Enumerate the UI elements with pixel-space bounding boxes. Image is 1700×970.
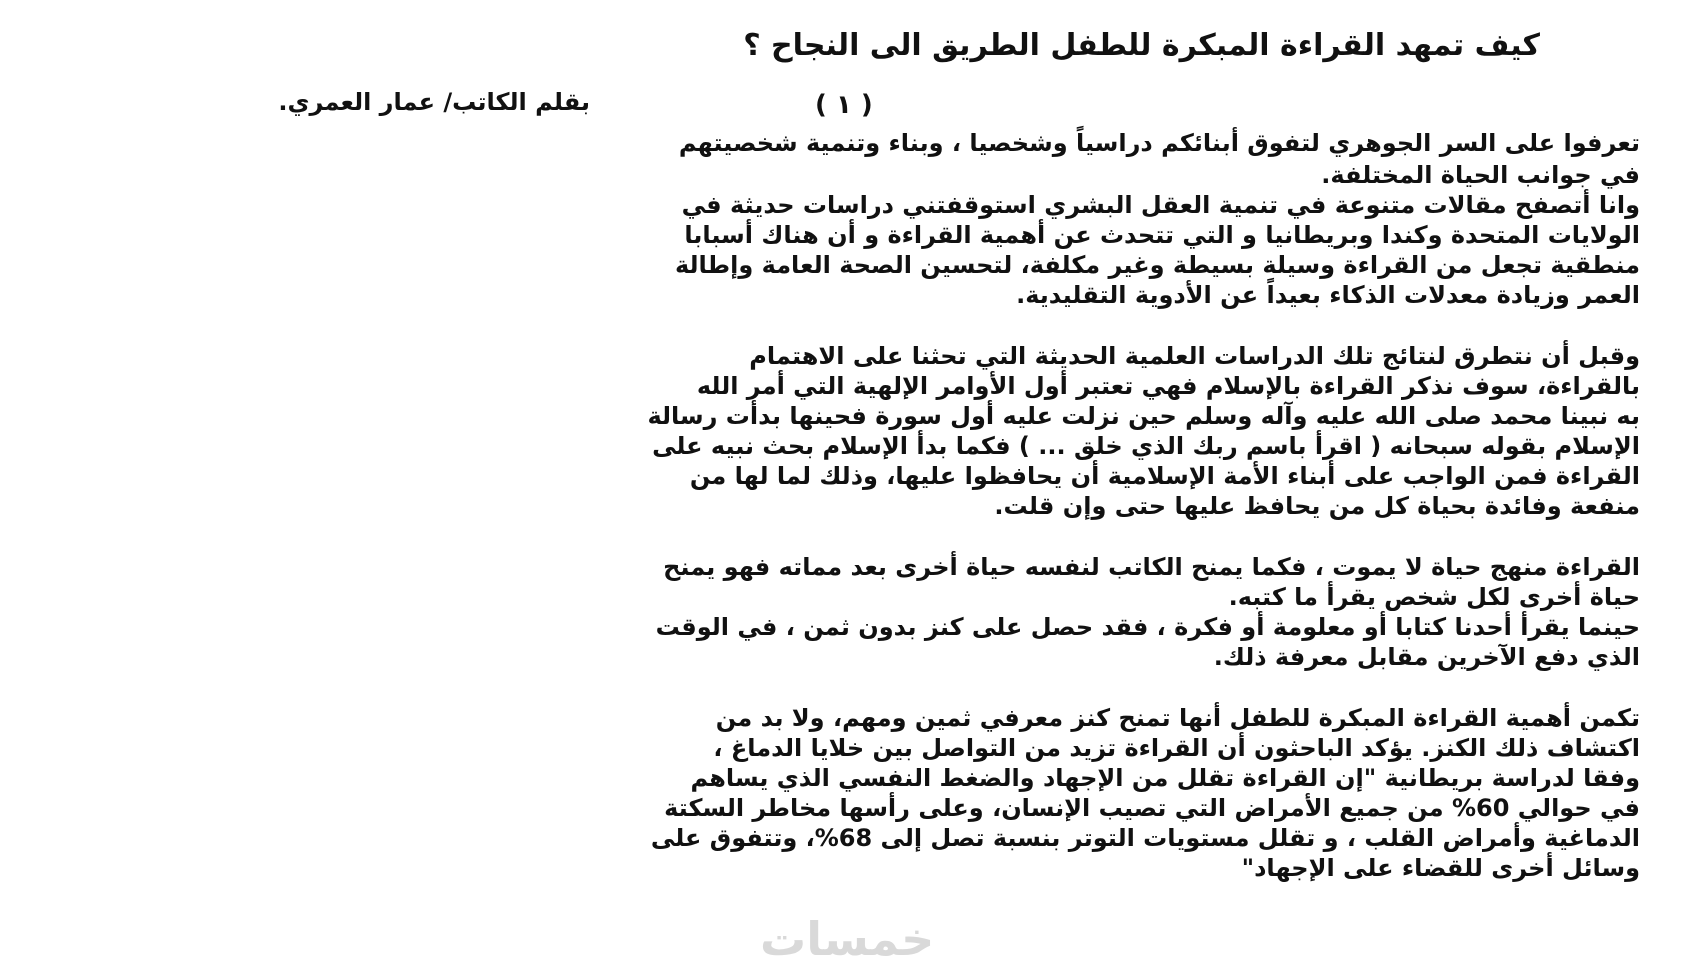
body-line: منفعة وفائدة بحياة كل من يحافظ عليها حتى وإن قلت. (994, 492, 1640, 520)
body-line: الدماغية وأمراض القلب ، و تقلل مستويات التوتر بنسبة تصل إلى 68%، وتتفوق على (650, 824, 1640, 852)
body-line: وفقا لدراسة بريطانية "إن القراءة تقلل من الإجهاد والضغط النفسي الذي يساهم (690, 764, 1640, 792)
body-line: منطقية تجعل من القراءة وسيلة بسيطة وغير مكلفة، لتحسين الصحة العامة وإطالة (674, 251, 1640, 279)
body-line: بالقراءة، سوف نذكر القراءة بالإسلام فهي تعتبر أول الأوامر الإلهية التي أمر الله (696, 372, 1640, 400)
part-number: ( ١ ) (815, 90, 873, 120)
body-line: العمر وزيادة معدلات الذكاء بعيداً عن الأدوية التقليدية. (1016, 281, 1640, 309)
body-line: وسائل أخرى للقضاء على الإجهاد" (1241, 854, 1640, 882)
body-line: تكمن أهمية القراءة المبكرة للطفل أنها تمنح كنز معرفي ثمين ومهم، ولا بد من (715, 704, 1640, 732)
body-line: الولايات المتحدة وكندا وبريطانيا و التي تتحدث عن أهمية القراءة و أن هناك أسبابا (684, 221, 1640, 249)
body-line: به نبينا محمد صلى الله عليه وآله وسلم حين نزلت عليه أول سورة فحينها بدأت رسالة (647, 402, 1640, 430)
body-line: القراءة منهج حياة لا يموت ، فكما يمنح الكاتب لنفسه حياة أخرى بعد مماته فهو يمنح (663, 553, 1640, 581)
body-line: حياة أخرى لكل شخص يقرأ ما كتبه. (1228, 583, 1640, 611)
body-line: في حوالي 60% من جميع الأمراض التي تصيب الإنسان، وعلى رأسها مخاطر السكتة (664, 794, 1640, 822)
body-line: في جوانب الحياة المختلفة. (1321, 161, 1640, 189)
body-line: القراءة فمن الواجب على أبناء الأمة الإسلامية أن يحافظوا عليها، وذلك لما لها من (689, 462, 1640, 490)
watermark-logo: خمسات (760, 912, 935, 966)
body-line: وانا أتصفح مقالات متنوعة في تنمية العقل البشري استوقفتني دراسات حديثة في (681, 191, 1640, 219)
body-line: وقبل أن نتطرق لنتائج تلك الدراسات العلمية الحديثة التي تحثنا على الاهتمام (749, 342, 1640, 370)
body-line: تعرفوا على السر الجوهري لتفوق أبنائكم دراسياً وشخصيا ، وبناء وتنمية شخصيتهم (678, 129, 1640, 157)
body-line: الإسلام بقوله سبحانه ( اقرأ باسم ربك الذي خلق ... ) فكما بدأ الإسلام بحث نبيه على (652, 432, 1640, 460)
body-line: الذي دفع الآخرين مقابل معرفة ذلك. (1213, 643, 1640, 671)
article-title: كيف تمهد القراءة المبكرة للطفل الطريق الى النجاح ؟ (743, 28, 1540, 63)
body-line: اكتشاف ذلك الكنز. يؤكد الباحثون أن القراءة تزيد من التواصل بين خلايا الدماغ ، (713, 734, 1640, 762)
author-byline: بقلم الكاتب/ عمار العمري. (278, 88, 590, 116)
body-line: حينما يقرأ أحدنا كتابا أو معلومة أو فكرة ، فقد حصل على كنز بدون ثمن ، في الوقت (655, 613, 1640, 641)
